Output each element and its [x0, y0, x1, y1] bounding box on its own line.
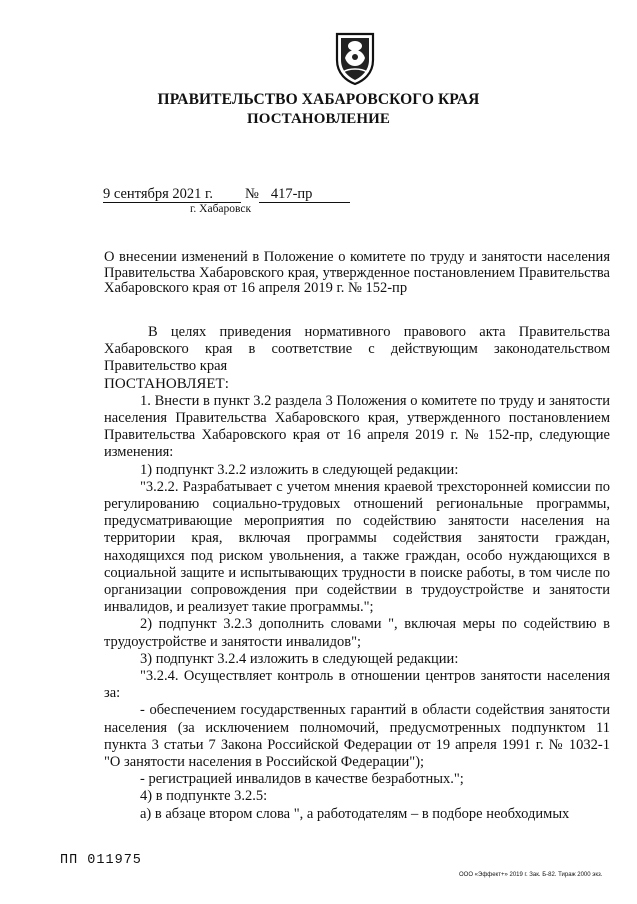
paragraph-3: "3.2.2. Разрабатывает с учетом мнения краевой трехсторонней комиссии по регулированию социально-трудовых отношений региональные программы, предусматривающие мероприятия по содействию занятости населения на территории края, включая программы содействия занятости граждан, находящихся под риском увольнения, а также граждан, особо нуждающихся в социальной защите и испытывающих трудности в поиске работы, в том числе по организации сопровождения при содействии в трудоустройстве и занятости инвалидов, и реализует такие программы.";	[104, 478, 610, 616]
document-date: 9 сентября 2021 г.	[103, 187, 241, 203]
coat-of-arms-emblem	[333, 30, 377, 86]
document-body	[104, 324, 610, 823]
number-label: №	[245, 186, 259, 202]
decrees-keyword: ПОСТАНОВЛЯЕТ:	[104, 375, 229, 392]
paragraph-8: - регистрацией инвалидов в качестве безработных.";	[140, 771, 464, 788]
paragraph-2: 1) подпункт 3.2.2 изложить в следующей редакции:	[140, 461, 459, 478]
document-number: 417-пр	[259, 187, 350, 203]
paragraph-6: "3.2.4. Осуществляет контроль в отношении центров занятости населения за:	[104, 668, 610, 702]
document-subject: О внесении изменений в Положение о комитете по труду и занятости населения Правительства Хабаровского края, утвержденное постановлением Правительства Хабаровского края от 16 апреля 2019 г. № 152-пр	[104, 249, 610, 296]
paragraph-5: 3) подпункт 3.2.4 изложить в следующей редакции:	[140, 650, 459, 667]
paragraph-1: 1. Внести в пункт 3.2 раздела 3 Положения о комитете по труду и занятости населения Правительства Хабаровского края, утвержденного постановлением Правительства Хабаровского края от 16 апреля 2019 г. № 152-пр, следующие изменения:	[104, 392, 610, 461]
paragraph-9: 4) в подпункте 3.2.5:	[140, 788, 268, 805]
date-number-line	[103, 186, 350, 203]
city: г. Хабаровск	[190, 203, 252, 215]
paragraph-7: - обеспечением государственных гарантий в области содействия занятости населения (за исключением полномочий, предусмотренных подпунктом 11 пункта 3 статьи 7 Закона Российской Федерации от 19 апреля 1991 г. № 1032-1 "О занятости населения в Российской Федерации");	[104, 702, 610, 771]
government-title: ПРАВИТЕЛЬСТВО ХАБАРОВСКОГО КРАЯ	[157, 91, 480, 108]
printing-info: ООО «Эффект+» 2019 г. Зак. Б-82. Тираж 2000 экз.	[459, 872, 603, 878]
form-serial-code: ПП 011975	[60, 853, 142, 868]
paragraph-4: 2) подпункт 3.2.3 дополнить словами ", включая меры по содействию в трудоустройстве и занятости инвалидов";	[104, 616, 610, 650]
preamble-paragraph: В целях приведения нормативного правового акта Правительства Хабаровского края в соответствие с действующим законодательством Правительство края	[104, 324, 610, 375]
paragraph-10: а) в абзаце втором слова ", а работодателям – в подборе необходимых	[140, 805, 570, 822]
document-type-title: ПОСТАНОВЛЕНИЕ	[246, 111, 391, 127]
